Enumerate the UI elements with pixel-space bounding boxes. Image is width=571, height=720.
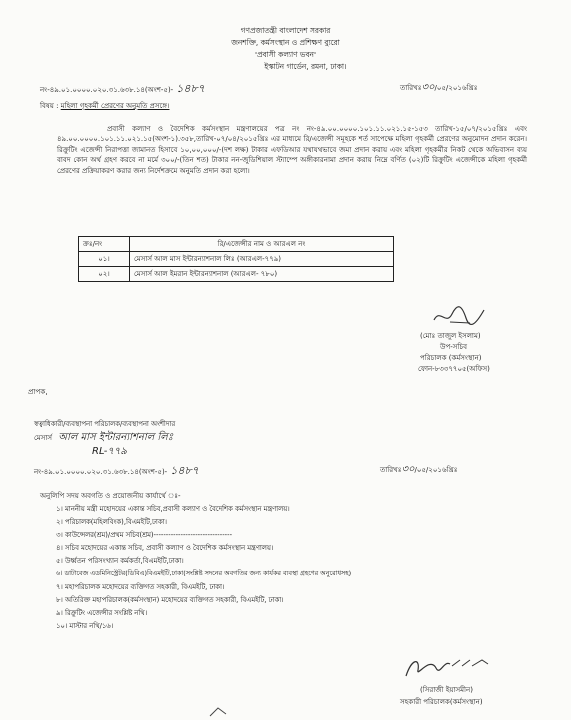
- body-paragraph: প্রবাসী কল্যাণ ও বৈদেশিক কর্মসংস্থান মন্ত্রণালয়ের পত্র নং নং-৪৯.০০.০০০০.১০১.১১.০২১.১৫-১৫৩ তারিখ-১৫/০৭/২০১৫খ্রিঃ এবং ৪৯.০০.০০০০.১০১.১১.০২১.১৫(অংশ-১).৩৫৮,তারিখ-০৭/০৪/২০১৫খ্রিঃ এর মাধ্যমে রি/এজেন্সী সমূহকে শর্ত সাপেক্ষে মহিলা গৃহকর্মী প্রেরণের অনুমোদন প্রদান করেন। রিক্রুটিং এজেন্সী নিরাপত্তা জামানত হিসাবে ১০,০০,০০০/-(দশ লক্ষ) টাকার এফডিআর যথাযথভাবে জমা প্রদান করায় এবং মহিলা গৃহকর্মীর নিকট থেকে অভিবাসন ব্যয় বাবদ কোন অর্থ গ্রহণ করবে না মর্মে ৩০০/-(তিন শত) টাকার নন-জুডিশিয়াল স্ট্যাম্পে অঙ্গীকারনামা প্রদান করায় নিম্নে বর্ণিত (০২)টি রিক্রুটিং এজেন্সীকে মহিলা গৃহকর্মী প্রেরণের প্রক্রিয়াকরণ করার জন্য নির্দেশক্রমে অনুমতি প্রদান করা হলো।: [57, 125, 527, 175]
- table-header-row: [79, 237, 394, 252]
- subject-label: বিষয় :: [40, 102, 59, 110]
- subject-text: মহিলা গৃহকর্মী প্রেরণের অনুমতি প্রসঙ্গে।: [60, 102, 170, 110]
- list-item: ৪। সচিব মহোদয়ের একান্ত সচিব, প্রবাসী কল্যাণ ও বৈদেশিক কর্মসংস্থান মন্ত্রণালয়।: [56, 544, 274, 552]
- list-item: ৩। কাউন্সেলর(শ্রম)/প্রথম সচিব(শ্রম)--------------------------------: [56, 531, 233, 539]
- agency-table: [78, 236, 394, 282]
- header-bureau: জনশক্তি, কর্মসংস্থান ও প্রশিক্ষণ ব্যুরো: [231, 38, 340, 47]
- recipient-label: প্রাপক,: [28, 387, 48, 396]
- list-item: ৫। উর্ধ্বতন পরিসংখ্যান কর্মকর্তা,বিএমইটি,ঢাকা।: [56, 557, 184, 565]
- signature-mark-1: [430, 302, 490, 330]
- list-item: ৯। রিক্রুটিং এজেন্সীর সংশ্লিষ্ট নথি।: [56, 609, 148, 617]
- signatory1-phone: ফোন-৮৩৩৭৭০৫(অফিস): [418, 365, 490, 373]
- signatory2-name: (সিরাজী ইয়াসমীন): [420, 686, 473, 694]
- list-item: ৭। মহাপরিচালক মহোদয়ের ব্যক্তিগত সহকারী, বিএমইটি, ঢাকা।: [56, 583, 225, 591]
- list-item: ৮। অতিরিক্ত মহাপরিচালক(কর্মসংস্থান) মহোদয়ের ব্যক্তিগত সহকারী, বিএমইটি, ঢাকা।: [56, 596, 284, 604]
- subject-line: [40, 100, 169, 112]
- memo2-date: তারিখঃ৩০/০৫/২০১৬খ্রিঃ: [380, 464, 458, 475]
- header-government: গণপ্রজাতন্ত্রী বাংলাদেশ সরকার: [240, 26, 331, 35]
- memo-number: নং-৪৯.০১.০০০০.০২০.৩১.৬৩৮.১৪(অংশ-৫)- ১৪৮৭: [40, 82, 205, 95]
- memo2-number: নং-৪৯.০১.০০০০.০২০.৩১.৬৩৮.১৪(অংশ-৫)- ১৪৮৭: [34, 464, 199, 477]
- recipient-handwritten-name: আল মাস ইন্টারন্যাশনাল লিঃ: [58, 432, 174, 443]
- list-item: ১। মাননীয় মন্ত্রী মহোদয়ের একান্ত সচিব,প্রবাসী কল্যাণ ও বৈদেশিক কর্মসংস্থান মন্ত্রণালয়।: [56, 505, 290, 513]
- table-header-serial: ক্রঃ/নং: [79, 237, 130, 252]
- signatory1-dept: পরিচালক (কর্মসংস্থান): [420, 354, 482, 362]
- table-row: [79, 252, 394, 267]
- recipient-handwritten-rl: RL-৭৭৯: [92, 446, 127, 457]
- table-cell-name: মেসার্স আল ইমরান ইন্টারন্যাশনাল (আরএল- ৭৮০): [130, 267, 394, 282]
- recipient-line1: স্বত্বাধিকারী/ব্যবস্থাপনা পরিচালক/ব্যবস্থাপনা অংশীদার: [34, 420, 176, 428]
- list-item: ৬। ডাটাবেজ এডমিনিস্ট্রেটর(ডিবিএ)বিএমইটি,ঢাকা(সংশ্লিষ্ট সদনের অবগতির জন্য কার্যকর ব্যবস্থা গ্রহণের অনুরোধসহ): [56, 569, 352, 577]
- header-building: 'প্রবাসী কল্যাণ ভবন': [255, 50, 316, 59]
- table-cell-serial: ০১।: [79, 252, 130, 267]
- table-cell-name: মেসার্স আল মাস ইন্টারন্যাশনাল লিঃ (আরএল-৭৭৯): [130, 252, 394, 267]
- memo2-number-handwritten: ১৪৮৭: [170, 464, 199, 477]
- recipient-line2: মেসার্স আল মাস ইন্টারন্যাশনাল লিঃ: [34, 432, 174, 443]
- memo-number-handwritten: ১৪৮৭: [176, 82, 205, 95]
- table-cell-serial: ০২।: [79, 267, 130, 282]
- signatory1-title: উপ-সচিব: [440, 343, 468, 351]
- memo-date: তারিখঃ৩০/০৫/২০১৬খ্রিঃ: [400, 82, 478, 93]
- signature-mark-2: [400, 650, 495, 682]
- table-header-name: রি/এজেন্সীর নাম ও আরএল নং: [130, 237, 394, 252]
- pen-mark: [208, 706, 228, 718]
- header-address: ইস্কাটন গার্ডেন, রমনা, ঢাকা।: [264, 62, 347, 71]
- list-item: ২। পরিচালক(মহিলবিংক),বিএমইটি,ঢাকা।: [56, 518, 167, 526]
- signatory2-title: সহকারী পরিচালক(কর্মসংস্থান): [400, 698, 483, 706]
- list-item: ১০। মাস্টার নথি/১৬।: [56, 622, 114, 630]
- copies-intro: অনুলিপি সদয় অবগতি ও প্রয়োজনীয় কার্যার্থে ঃ-: [40, 492, 181, 500]
- signatory1-name: (মোঃ তাজুল ইসলাম): [420, 332, 481, 340]
- table-row: [79, 267, 394, 282]
- memo-date-handwritten: ৩০: [421, 82, 435, 93]
- memo2-date-handwritten: ৩০: [401, 464, 415, 475]
